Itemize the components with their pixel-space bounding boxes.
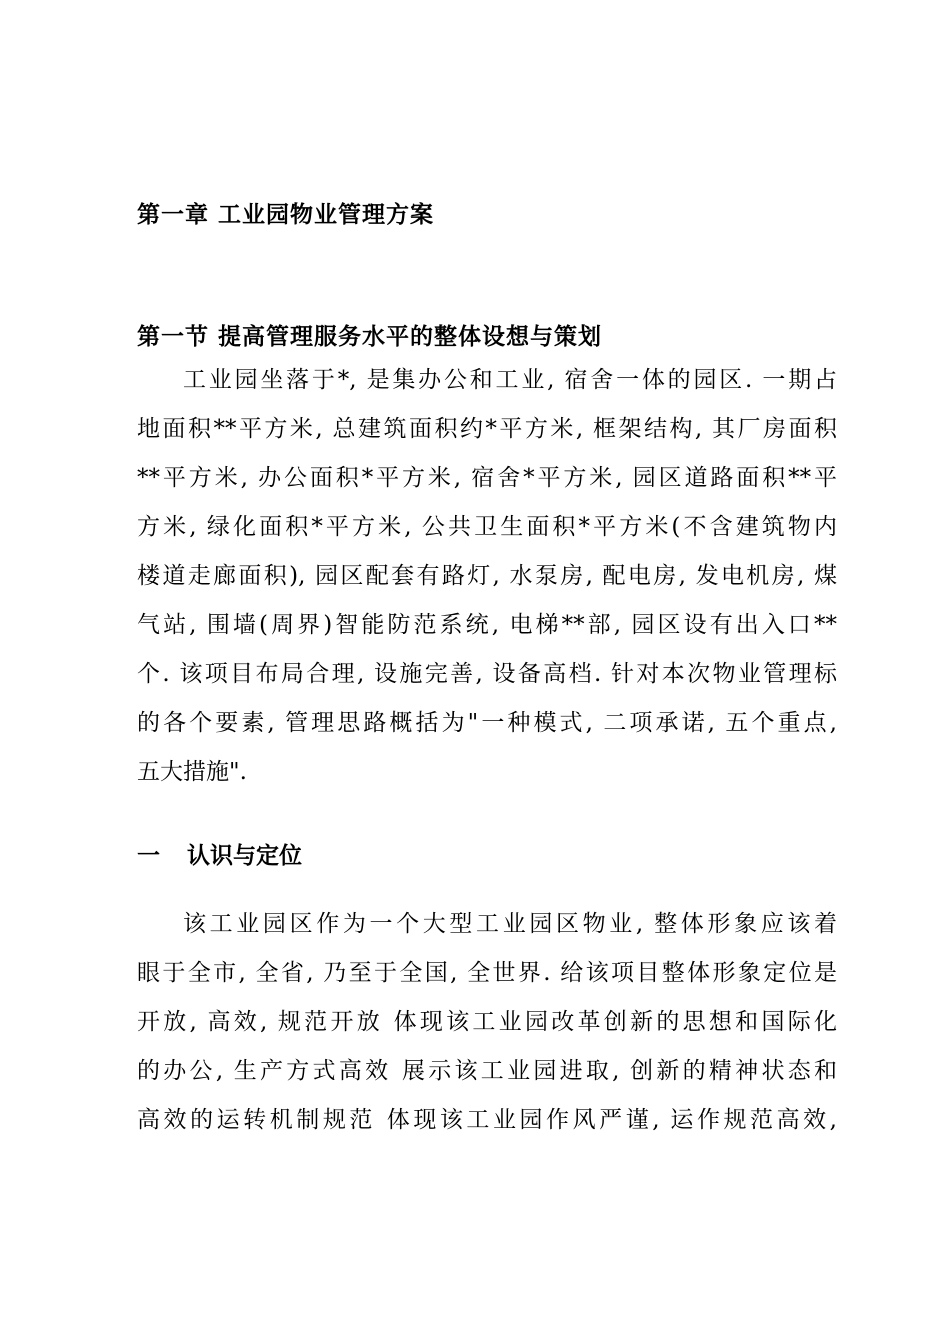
paragraph-line: 该工业园区作为一个大型工业园区物业, 整体形象应该着 [183, 911, 837, 937]
paragraph-line: 五大措施". [137, 759, 247, 785]
paragraph-line: 气站, 围墙(周界)智能防范系统, 电梯**部, 园区设有出入口** [137, 612, 837, 638]
paragraph-line: 地面积**平方米, 总建筑面积约*平方米, 框架结构, 其厂房面积 [137, 416, 837, 442]
paragraph-line: 高效的运转机制规范 体现该工业园作风严谨, 运作规范高效, [137, 1107, 837, 1133]
subheading-number: 一 [137, 842, 160, 869]
paragraph-line: 的办公, 生产方式高效 展示该工业园进取, 创新的精神状态和 [137, 1058, 837, 1084]
chapter-title: 第一章 工业园物业管理方案 [137, 201, 435, 228]
overview-paragraph [137, 356, 837, 797]
paragraph-line: 开放, 高效, 规范开放 体现该工业园改革创新的思想和国际化 [137, 1009, 837, 1035]
paragraph-line: 眼于全市, 全省, 乃至于全国, 全世界. 给该项目整体形象定位是 [137, 960, 837, 986]
paragraph-line: 工业园坐落于*, 是集办公和工业, 宿舍一体的园区. 一期占 [183, 367, 837, 393]
paragraph-line: 楼道走廊面积), 园区配套有路灯, 水泵房, 配电房, 发电机房, 煤 [137, 563, 837, 589]
positioning-paragraph [137, 900, 837, 1145]
paragraph-line: 的各个要素, 管理思路概括为"一种模式, 二项承诺, 五个重点, [137, 710, 837, 736]
paragraph-line: **平方米, 办公面积*平方米, 宿舍*平方米, 园区道路面积**平 [137, 465, 837, 491]
subheading-recognition-positioning [137, 837, 302, 870]
section-title: 第一节 提高管理服务水平的整体设想与策划 [137, 323, 603, 350]
paragraph-line: 方米, 绿化面积*平方米, 公共卫生面积*平方米(不含建筑物内 [137, 514, 837, 540]
subheading-text: 认识与定位 [187, 842, 302, 869]
paragraph-line: 个. 该项目布局合理, 设施完善, 设备高档. 针对本次物业管理标 [137, 661, 837, 687]
